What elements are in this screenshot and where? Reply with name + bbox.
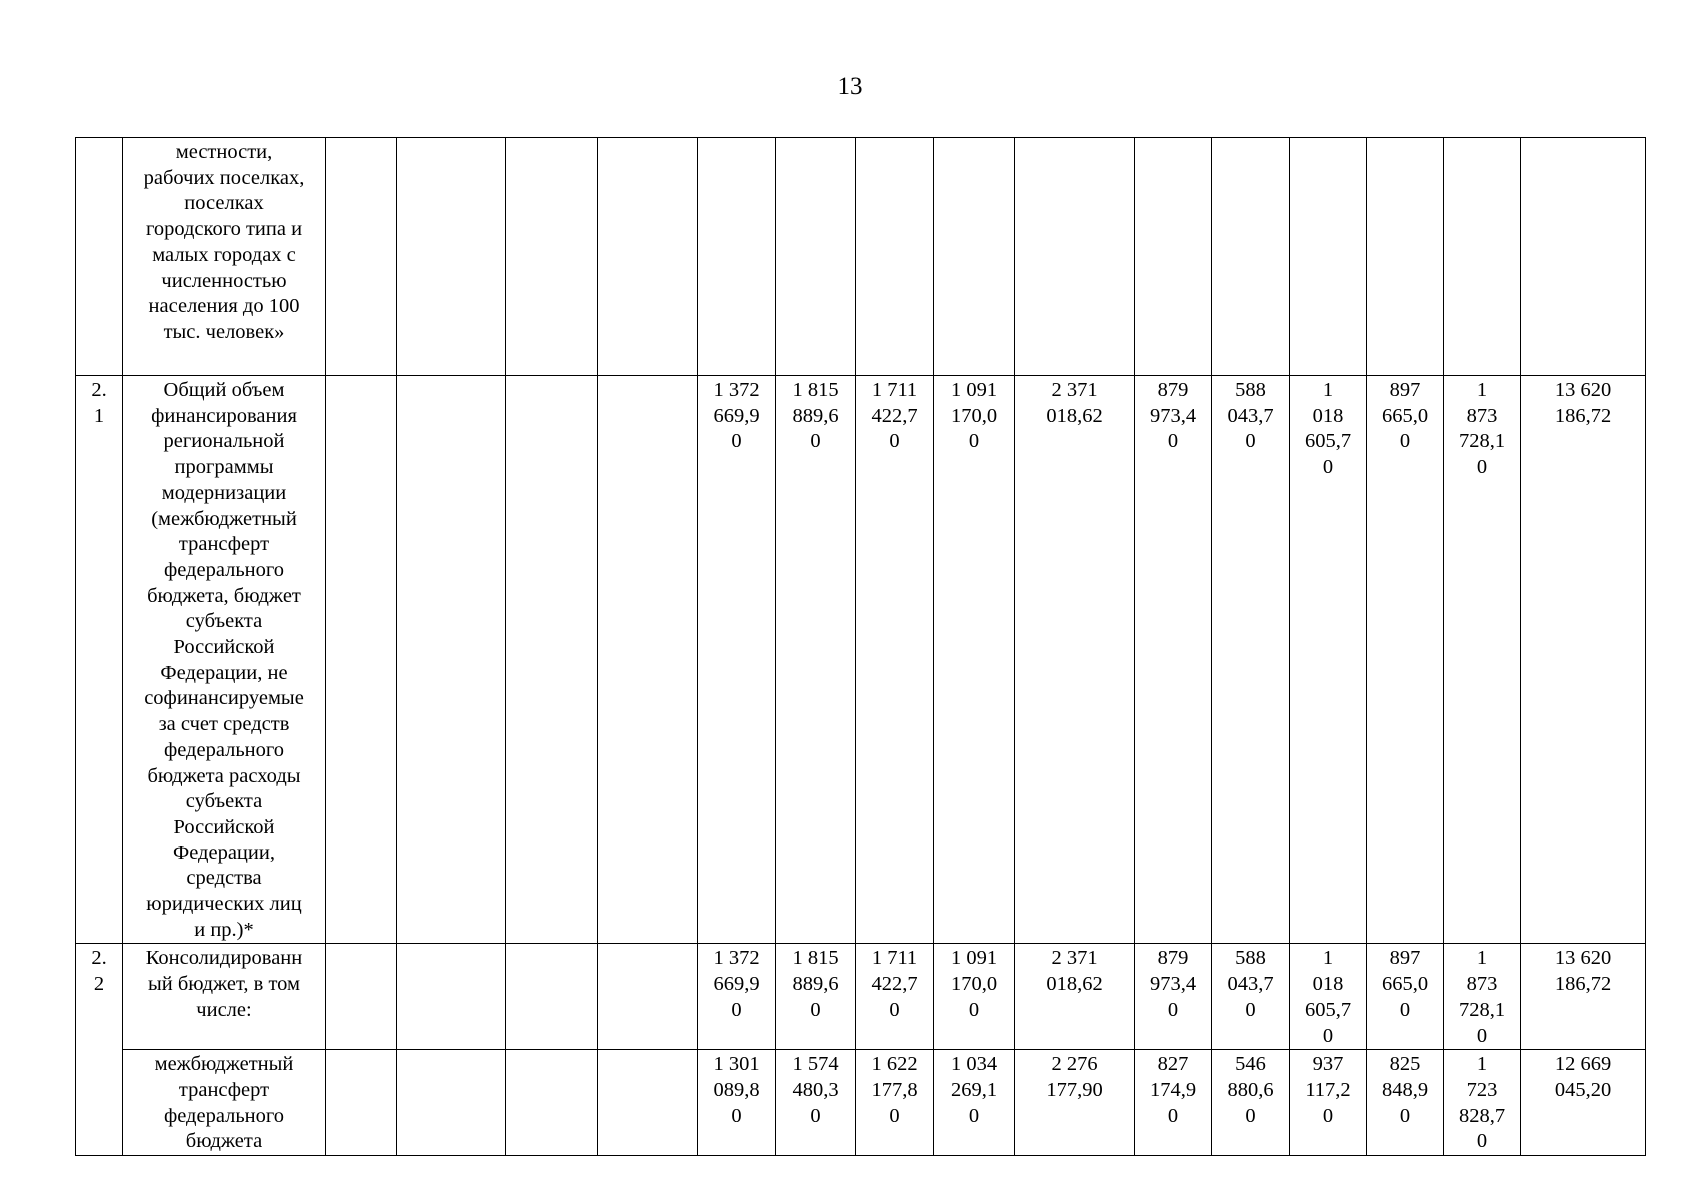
value-cell — [1135, 138, 1212, 376]
value-cell: 827 174,9 0 — [1135, 1050, 1212, 1156]
value-cell: 588 043,7 0 — [1212, 376, 1290, 944]
empty-cell — [598, 138, 698, 376]
empty-cell — [326, 944, 397, 1050]
value-cell: 897 665,0 0 — [1367, 376, 1444, 944]
value-cell: 1 873 728,1 0 — [1444, 944, 1521, 1050]
empty-cell — [326, 1050, 397, 1156]
value-cell: 1 873 728,1 0 — [1444, 376, 1521, 944]
value-cell: 897 665,0 0 — [1367, 944, 1444, 1050]
empty-cell — [326, 138, 397, 376]
value-cell: 1 372 669,9 0 — [698, 944, 776, 1050]
value-cell: 937 117,2 0 — [1290, 1050, 1367, 1156]
value-cell: 588 043,7 0 — [1212, 944, 1290, 1050]
total-cell: 12 669 045,20 — [1521, 1050, 1646, 1156]
value-cell: 1 301 089,8 0 — [698, 1050, 776, 1156]
value-cell: 1 372 669,9 0 — [698, 376, 776, 944]
value-cell: 2 371 018,62 — [1015, 376, 1135, 944]
page-number: 13 — [837, 73, 863, 100]
value-cell: 1 034 269,1 0 — [934, 1050, 1015, 1156]
index-cell — [76, 138, 123, 376]
value-cell: 1 711 422,7 0 — [856, 944, 934, 1050]
empty-cell — [506, 376, 598, 944]
value-cell: 1 574 480,3 0 — [776, 1050, 856, 1156]
value-cell — [1521, 138, 1646, 376]
value-cell: 1 018 605,7 0 — [1290, 944, 1367, 1050]
value-cell — [1015, 138, 1135, 376]
empty-cell — [506, 944, 598, 1050]
empty-cell — [598, 1050, 698, 1156]
value-cell: 546 880,6 0 — [1212, 1050, 1290, 1156]
row-name: Консолидированн ый бюджет, в том числе: — [123, 944, 326, 1050]
value-cell: 1 622 177,8 0 — [856, 1050, 934, 1156]
value-cell: 1 018 605,7 0 — [1290, 376, 1367, 944]
value-cell: 879 973,4 0 — [1135, 944, 1212, 1050]
table-row-2-2 — [76, 944, 1646, 1050]
value-cell — [1290, 138, 1367, 376]
empty-cell — [598, 376, 698, 944]
value-cell: 1 723 828,7 0 — [1444, 1050, 1521, 1156]
value-cell: 2 371 018,62 — [1015, 944, 1135, 1050]
empty-cell — [397, 944, 506, 1050]
value-cell — [698, 138, 776, 376]
row-name: межбюджетный трансферт федерального бюджета — [123, 1050, 326, 1156]
value-cell: 1 711 422,7 0 — [856, 376, 934, 944]
empty-cell — [506, 138, 598, 376]
value-cell: 825 848,9 0 — [1367, 1050, 1444, 1156]
value-cell — [856, 138, 934, 376]
value-cell: 2 276 177,90 — [1015, 1050, 1135, 1156]
value-cell: 1 091 170,0 0 — [934, 944, 1015, 1050]
row-index: 2. 1 — [76, 376, 123, 944]
value-cell — [934, 138, 1015, 376]
table-row-2-2-sub — [76, 1050, 1646, 1156]
empty-cell — [326, 376, 397, 944]
value-cell: 1 815 889,6 0 — [776, 376, 856, 944]
row-name: Общий объем финансирования региональной программы модернизации (межбюджетный трансферт федерального бюджета, бюджет субъекта Российской Федерации, не софинансируемые за счет средств федерального бюджета расходы субъекта Российской Федерации, средства юридических лиц и пр.)* — [123, 376, 326, 944]
row-index: 2. 2 — [76, 944, 123, 1156]
value-cell — [1444, 138, 1521, 376]
value-cell — [1212, 138, 1290, 376]
empty-cell — [397, 376, 506, 944]
empty-cell — [397, 138, 506, 376]
value-cell: 1 091 170,0 0 — [934, 376, 1015, 944]
value-cell — [1367, 138, 1444, 376]
table-row-2-1 — [76, 376, 1646, 944]
empty-cell — [397, 1050, 506, 1156]
value-cell — [776, 138, 856, 376]
empty-cell — [506, 1050, 598, 1156]
financing-table — [75, 137, 1646, 1156]
total-cell: 13 620 186,72 — [1521, 944, 1646, 1050]
value-cell: 1 815 889,6 0 — [776, 944, 856, 1050]
name-cell: местности, рабочих поселках, поселках городского типа и малых городах с численностью населения до 100 тыс. человек» — [123, 138, 326, 376]
table-row-continuation — [76, 138, 1646, 376]
total-cell: 13 620 186,72 — [1521, 376, 1646, 944]
value-cell: 879 973,4 0 — [1135, 376, 1212, 944]
empty-cell — [598, 944, 698, 1050]
